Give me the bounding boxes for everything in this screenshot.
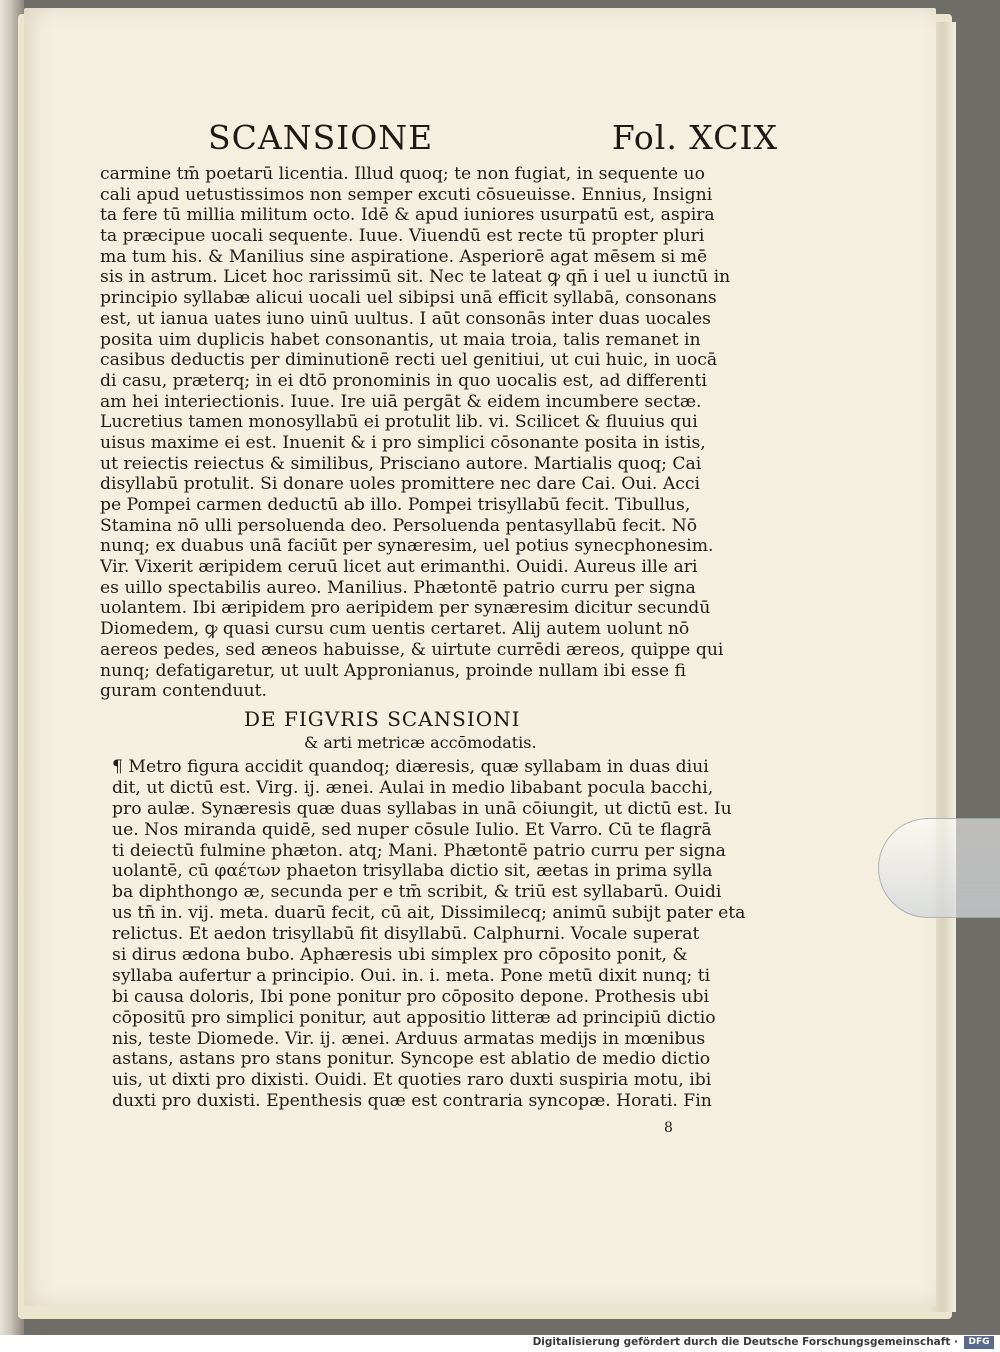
text-line: nis, teste Diomede. Vir. ij. ænei. Arduus armatas medijs in mœnibus <box>112 1028 706 1049</box>
running-header <box>208 118 778 164</box>
text-line: carmine tm̄ poetarū licentia. Illud quoq; te non fugiat, in sequente uo <box>100 164 705 184</box>
section-subheading: & arti metricæ accōmodatis. <box>304 733 537 752</box>
text-line: cōpositū pro simplici ponitur, aut appositio litteræ ad principiū dictio <box>112 1007 716 1028</box>
text-line: guram contenduut. <box>100 681 267 702</box>
text-line: uis, ut dixti pro dixisti. Ouidi. Et quoties raro duxti suspiria motu, ibi <box>112 1070 712 1091</box>
footer-bar <box>0 1335 1000 1352</box>
text-line: si dirus ædona bubo. Aphæresis ubi simplex pro cōposito ponit, & <box>112 945 688 966</box>
text-line: dit, ut dictū est. Virg. ij. ænei. Aulai in medio libabant pocula bacchi, <box>112 777 714 798</box>
text-line: ue. Nos miranda quidē, sed nuper cōsule Iulio. Et Varro. Cū te flagrā <box>112 819 712 840</box>
text-line: ut reiectis reiectus & similibus, Prisciano autore. Martialis quoq; Cai <box>100 453 702 474</box>
text-line: uisus maxime ei est. Inuenit & i pro simplici cōsonante posita in istis, <box>100 432 706 453</box>
text-line: est, ut ianua uates iuno uinū uultus. I aūt consonās inter duas uocales <box>100 308 711 329</box>
text-line: ta præcipue uocali sequente. Iuue. Viuendū est recte tū propter pluri <box>100 226 705 247</box>
text-line: ti deiectū fulmine phæton. atq; Mani. Phætontē patrio curru per signa <box>112 840 726 861</box>
text-line: di casu, præterq; in ei dtō pronominis in quo uocalis est, ad differenti <box>100 370 707 391</box>
text-line: bi causa doloris, Ibi pone ponitur pro cōposito depone. Prothesis ubi <box>112 986 709 1007</box>
text-line: uolantem. Ibi æripidem pro aeripidem per synæresim dicitur secundū <box>100 598 711 619</box>
text-line: pe Pompei carmen deductū ab illo. Pompei trisyllabū fecit. Tibullus, <box>100 495 691 515</box>
text-line: principio syllabæ alicui uocali uel sibipsi unā efficit syllabā, consonans <box>100 288 717 309</box>
text-line: ma tum his. & Manilius sine aspiratione. Asperiorē agat mēsem si mē <box>100 246 708 267</box>
section-heading: DE FIGVRIS SCANSIONI <box>244 707 521 731</box>
text-line: us tn̄ in. vij. meta. duarū fecit, cū ait, Dissimilecq; animū subijt pater eta <box>112 903 746 924</box>
text-line: posita uim duplicis habet consonantis, ut maia troia, talis remanet in <box>100 329 701 350</box>
funding-credit: Digitalisierung gefördert durch die Deutsche Forschungsgemeinschaft · <box>532 1336 958 1348</box>
text-line: ¶ Metro figura accidit quandoq; diæresis, quæ syllabam in duas diui <box>112 757 709 777</box>
text-line: Diomedem, ꝙ quasi cursu cum uentis certaret. Alij autem uolunt nō <box>100 619 690 640</box>
text-line: sis in astrum. Licet hoc rarissimū sit. Nec te lateat ꝙ qn̄ i uel u iunctū in <box>100 267 731 288</box>
dfg-logo-icon: DFG <box>964 1336 994 1349</box>
text-line: am hei interiectionis. Iuue. Ire uiā pergāt & eidem incumbere sectæ. <box>100 391 702 412</box>
text-line: duxti pro duxisti. Epenthesis quæ est contraria syncopæ. Horati. Fin <box>112 1091 712 1112</box>
text-line: ba diphthongo æ, secunda per e tm̄ scribit, & triū est syllabarū. Ouidi <box>112 882 722 903</box>
text-line: casibus deductis per diminutionē recti uel genitiui, ut cui huic, in uocā <box>100 350 718 371</box>
text-line: nunq; defatigaretur, ut uult Appronianus, proinde nullam ibi esse fi <box>100 660 686 681</box>
text-line: aereos pedes, sed æneos habuisse, & uirtute currēdi æreos, quippe qui <box>100 639 724 660</box>
text-line: cali apud uetustissimos non semper excuti cōsueuisse. Ennius, Insigni <box>100 184 713 205</box>
text-line: Stamina nō ulli persoluenda deo. Persoluenda pentasyllabū fecit. Nō <box>100 515 698 536</box>
text-line: es uillo spectabilis aureo. Manilius. Phætontē patrio curru per signa <box>100 577 696 598</box>
text-line: ta fere tū millia militum octo. Idē & apud iuniores usurpatū est, aspira <box>100 205 715 226</box>
text-line: Lucretius tamen monosyllabū ei protulit lib. vi. Scilicet & fluuius qui <box>100 412 698 433</box>
running-title: SCANSIONE <box>208 118 434 157</box>
text-line: pro aulæ. Synæresis quæ duas syllabas in unā cōiungit, ut dictū est. Iu <box>112 798 732 819</box>
text-line: nunq; ex duabus unā faciūt per synæresim, uel potius synecphonesim. <box>100 536 714 557</box>
text-line: uolantē, cū φαέτων phaeton trisyllaba dictio sit, æetas in prima sylla <box>112 861 713 882</box>
text-line: astans, astans pro stans ponitur. Syncope est ablatio de medio dictio <box>112 1049 711 1070</box>
page-clip <box>878 818 1000 918</box>
text-line: syllaba aufertur a principio. Oui. in. i. meta. Pone metū dixit nunq; ti <box>112 965 711 986</box>
text-line: Vir. Vixerit æripidem ceruū licet aut erimanthi. Ouidi. Aureus ille ari <box>100 557 698 578</box>
section-text <box>112 757 762 1112</box>
text-line: relictus. Et aedon trisyllabū fit disyllabū. Calphurni. Vocale superat <box>112 924 700 945</box>
body-text <box>100 164 750 702</box>
signature-mark: 8 <box>664 1120 673 1136</box>
text-line: disyllabū protulit. Si donare uoles promittere nec dare Cai. Oui. Acci <box>100 474 700 495</box>
folio-number: Fol. XCIX <box>611 118 778 157</box>
